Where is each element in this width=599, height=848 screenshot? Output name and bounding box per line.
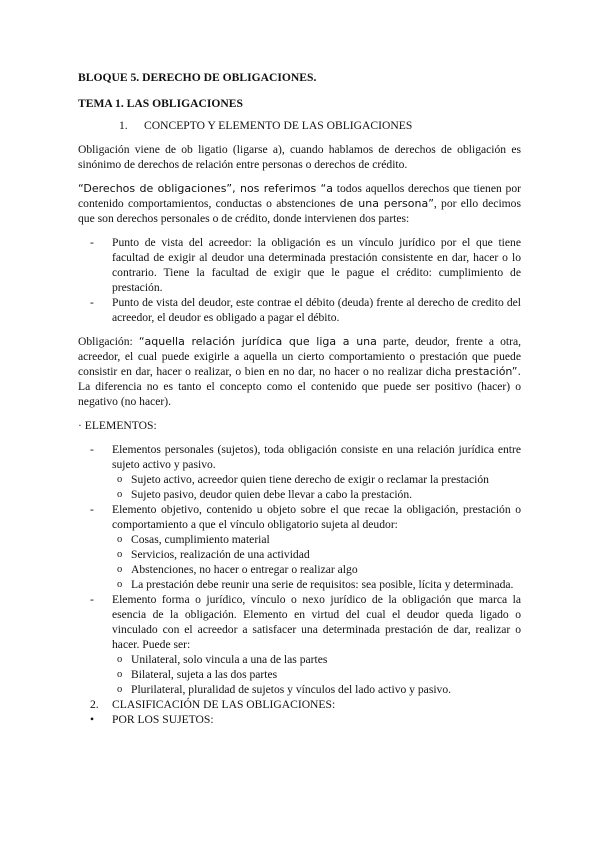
sub-list-item [112, 487, 521, 502]
sub-list-item [112, 577, 521, 592]
elements-list [78, 442, 521, 697]
list-item-text: Elementos personales (sujetos), toda obligación consiste en una relación jurídica entre sujeto activo y pasivo. [112, 443, 521, 471]
paragraph-obligation-origin: Obligación viene de ob ligatio (ligarse a), cuando hablamos de derechos de obligación es sinónimo de derechos de relación entre personas o derechos de crédito. [78, 143, 521, 171]
sub-list-marker: o [117, 474, 123, 485]
points-of-view-list [78, 235, 521, 325]
handwritten-quote: “Derechos de obligaciones”, nos referimos “a [78, 182, 333, 195]
sub-list-item [112, 682, 521, 697]
bullet-marker: • [90, 713, 95, 726]
sub-list-item [112, 667, 521, 682]
sub-list-item-text: Bilateral, sujeta a las dos partes [131, 668, 278, 681]
sub-list-marker: o [117, 534, 123, 545]
sub-list-item [112, 652, 521, 667]
list-marker: - [90, 236, 94, 249]
list-item-text: Punto de vista del acreedor: la obligación es un vínculo jurídico por el que tiene facultad de exigir al deudor una determinada prestación consistente en dar, hacer o lo contrario. Tiene la facultad de exigir que le pague el crédito: cumplimiento de prestación. [112, 236, 521, 294]
block-heading: BLOQUE 5. DERECHO DE OBLIGACIONES. [78, 71, 317, 84]
paragraph-text: parte, deudor, frente a otra, acreedor, el cual puede exigirle a aquella un cierto comportamiento o prestación que puede consistir en dar, hacer o realizar, o bien en no dar, no hacer o no realizar dicha [78, 335, 521, 378]
list-marker: - [90, 503, 94, 516]
handwritten-quote: prestación”. [454, 365, 521, 378]
list-marker: - [90, 443, 94, 456]
sub-list-item-text: Abstenciones, no hacer o entregar o realizar algo [131, 563, 358, 576]
list-item-text: Elemento forma o jurídico, vínculo o nexo jurídico de la obligación que marca la esencia de la obligación. Elemento en virtud del cual el deudor queda ligado o vinculado con el acreedor a satisfacer una determinada prestación de dar, realizar o hacer. Puede ser: [112, 593, 521, 651]
sub-list [112, 532, 521, 592]
sub-list-marker: o [117, 579, 123, 590]
section-title: CLASIFICACIÓN DE LAS OBLIGACIONES: [112, 698, 336, 711]
sub-list-marker: o [117, 654, 123, 665]
sub-list-item [112, 532, 521, 547]
topic-heading: TEMA 1. LAS OBLIGACIONES [78, 97, 243, 110]
sub-list-marker: o [117, 669, 123, 680]
list-item [78, 295, 521, 325]
paragraph-obligation-rights [78, 181, 521, 226]
handwritten-quote: de una persona” [339, 197, 434, 210]
sub-list-item [112, 472, 521, 487]
list-item [78, 502, 521, 592]
sub-list-marker: o [117, 549, 123, 560]
list-marker: - [90, 296, 94, 309]
sub-list-item-text: Servicios, realización de una actividad [131, 548, 310, 561]
elements-title: · ELEMENTOS: [78, 419, 157, 432]
bullet-text: POR LOS SUJETOS: [112, 713, 214, 726]
paragraph-text: todos aquellos derechos que tienen por contenido comportamientos, conductas o abstenciones [78, 182, 521, 210]
sub-list-item-text: Unilateral, solo vincula a una de las partes [131, 653, 328, 666]
sub-list-marker: o [117, 564, 123, 575]
section-number: 1. [119, 119, 128, 132]
list-item-text: Elemento objetivo, contenido u objeto sobre el que recae la obligación, prestación o comportamiento a que el vínculo obligatorio sujeta al deudor: [112, 503, 521, 531]
bullet-item [90, 712, 521, 727]
list-item [78, 592, 521, 697]
sub-list [112, 472, 521, 502]
sub-list-item-text: Cosas, cumplimiento material [131, 533, 270, 546]
sub-list [112, 652, 521, 697]
section-heading-2 [90, 697, 521, 712]
sub-list-item-text: Plurilateral, pluralidad de sujetos y vínculos del lado activo y pasivo. [131, 683, 452, 696]
section-number: 2. [90, 698, 99, 711]
paragraph-text: La diferencia no es tanto el concepto como el contenido que puede ser positivo (hacer) o negativo (no hacer). [78, 380, 521, 408]
list-item [78, 442, 521, 502]
list-marker: - [90, 593, 94, 606]
section-title: CONCEPTO Y ELEMENTO DE LAS OBLIGACIONES [144, 119, 413, 132]
sub-list-item [112, 562, 521, 577]
sub-list-item-text: Sujeto pasivo, deudor quien debe llevar a cabo la prestación. [131, 488, 413, 501]
sub-list-item [112, 547, 521, 562]
section-heading-1 [119, 118, 521, 133]
list-item [78, 235, 521, 295]
handwritten-quote: “aquella relación jurídica que liga a una [138, 335, 377, 348]
sub-list-marker: o [117, 684, 123, 695]
sub-list-item-text: La prestación debe reunir una serie de requisitos: sea posible, lícita y determinada. [131, 578, 514, 591]
list-item-text: Punto de vista del deudor, este contrae el débito (deuda) frente al derecho de credito del acreedor, el deudor es obligado a pagar el débito. [112, 296, 521, 324]
paragraph-text: Obligación: [78, 335, 139, 348]
sub-list-item-text: Sujeto activo, acreedor quien tiene derecho de exigir o reclamar la prestación [131, 473, 489, 486]
paragraph-obligation-definition [78, 334, 521, 409]
sub-list-marker: o [117, 489, 123, 500]
paragraph-text: , por ello decimos que son derechos personales o de crédito, donde intervienen dos partes: [78, 197, 521, 225]
